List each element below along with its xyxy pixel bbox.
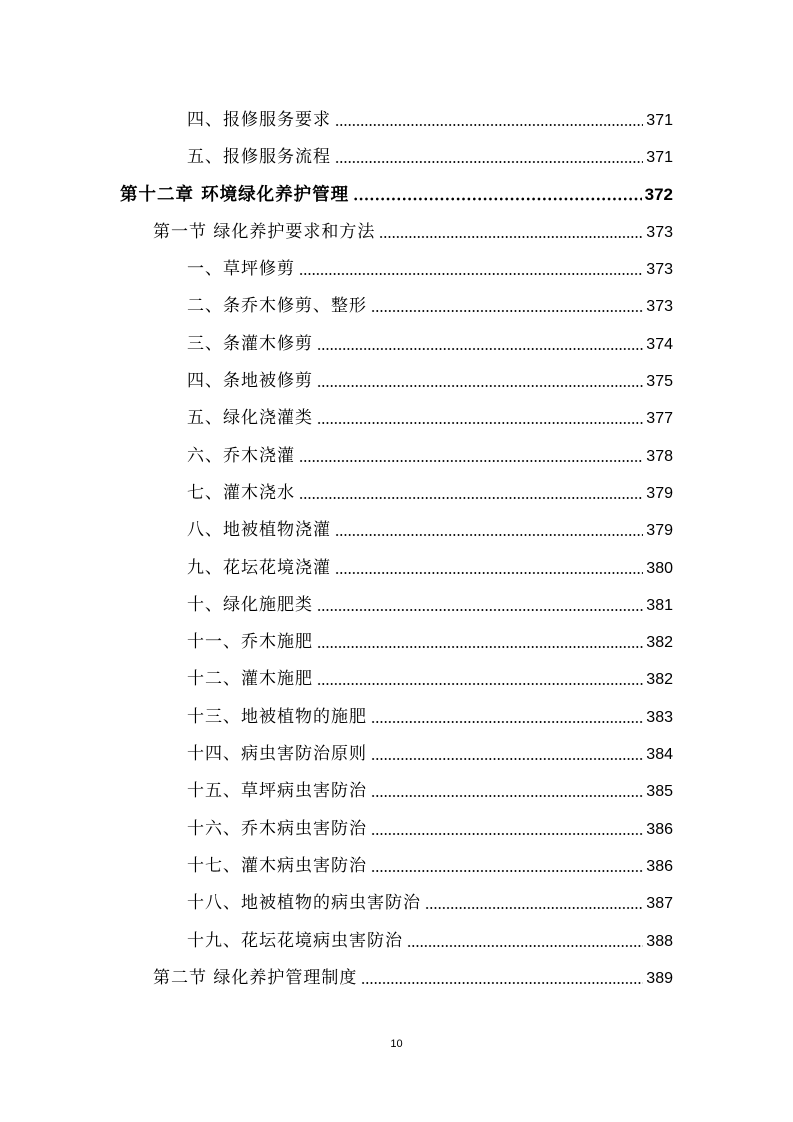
toc-entry-label: 四、报修服务要求 — [187, 110, 331, 130]
toc-dot-leader — [317, 645, 643, 649]
toc-page-number: 386 — [646, 820, 673, 838]
toc-dot-leader — [317, 682, 643, 686]
toc-page-number: 381 — [646, 596, 673, 614]
toc-entry-label: 四、条地被修剪 — [187, 371, 313, 392]
toc-page-number: 379 — [646, 522, 673, 540]
toc-dot-leader — [299, 459, 643, 463]
toc-entry-label: 十三、地被植物的施肥 — [187, 706, 367, 727]
page-number: 10 — [390, 1038, 403, 1050]
toc-entry-label: 二、条乔木修剪、整形 — [187, 296, 367, 317]
toc-entry[interactable] — [0, 848, 793, 885]
toc-page-number: 374 — [646, 335, 673, 353]
toc-entry[interactable] — [0, 102, 793, 139]
toc-entry[interactable] — [0, 139, 793, 176]
toc-entry-label: 六、乔木浇灌 — [187, 445, 295, 466]
toc-entry-label: 第十二章 环境绿化养护管理 — [120, 184, 350, 205]
toc-page-number: 386 — [646, 857, 673, 875]
toc-page-number: 380 — [646, 559, 673, 577]
toc-dot-leader — [317, 347, 643, 351]
toc-entry-label: 第一节 绿化养护要求和方法 — [153, 221, 376, 242]
toc-page-number: 379 — [646, 484, 673, 502]
toc-entry-label: 三、条灌木修剪 — [187, 333, 313, 354]
toc-entry[interactable] — [0, 773, 793, 810]
toc-entry[interactable] — [0, 811, 793, 848]
toc-entry-label: 一、草坪修剪 — [187, 259, 295, 280]
toc-entry[interactable] — [0, 624, 793, 661]
toc-page-number: 373 — [646, 298, 673, 316]
toc-entry-label: 八、地被植物浇灌 — [187, 520, 331, 541]
table-of-contents — [0, 102, 793, 997]
toc-entry[interactable] — [0, 699, 793, 736]
toc-entry-label: 五、报修服务流程 — [187, 147, 331, 168]
toc-entry[interactable] — [0, 587, 793, 624]
toc-entry-label: 九、花坛花境浇灌 — [187, 557, 331, 578]
toc-dot-leader — [317, 384, 643, 388]
toc-entry-label: 十六、乔木病虫害防治 — [187, 818, 367, 839]
toc-page-number: 372 — [644, 184, 673, 204]
toc-page-number: 387 — [646, 895, 673, 913]
toc-entry[interactable] — [0, 475, 793, 512]
toc-dot-leader — [371, 309, 643, 313]
toc-entry[interactable] — [0, 251, 793, 288]
toc-page-number: 375 — [646, 373, 673, 391]
toc-entry-label: 七、灌木浇水 — [187, 482, 295, 503]
toc-entry-label: 十一、乔木施肥 — [187, 632, 313, 653]
toc-dot-leader — [371, 794, 643, 798]
toc-page-number: 371 — [646, 112, 673, 129]
toc-entry[interactable] — [0, 550, 793, 587]
toc-page-number: 382 — [646, 671, 673, 689]
toc-entry-label: 十七、灌木病虫害防治 — [187, 855, 367, 876]
toc-dot-leader — [371, 757, 643, 761]
toc-dot-leader — [335, 571, 643, 575]
toc-page-number: 378 — [646, 447, 673, 465]
toc-entry-label: 十八、地被植物的病虫害防治 — [187, 893, 421, 914]
toc-entry-label: 十五、草坪病虫害防治 — [187, 781, 367, 802]
toc-section-entry[interactable] — [0, 214, 793, 251]
toc-section-entry[interactable] — [0, 960, 793, 997]
toc-dot-leader — [425, 906, 643, 910]
toc-entry-label: 十四、病虫害防治原则 — [187, 744, 367, 765]
toc-page-number: 383 — [646, 708, 673, 726]
toc-page-number: 382 — [646, 634, 673, 652]
toc-entry[interactable] — [0, 661, 793, 698]
toc-dot-leader — [299, 272, 643, 276]
toc-entry-label: 十九、花坛花境病虫害防治 — [187, 930, 403, 951]
toc-page-number: 388 — [646, 932, 673, 950]
toc-entry[interactable] — [0, 326, 793, 363]
toc-page-number: 373 — [646, 223, 673, 241]
toc-entry-label: 五、绿化浇灌类 — [187, 408, 313, 429]
toc-entry[interactable] — [0, 288, 793, 325]
toc-dot-leader — [335, 533, 643, 537]
toc-page-number: 373 — [646, 261, 673, 279]
toc-page-number: 385 — [646, 783, 673, 801]
toc-dot-leader — [353, 197, 642, 201]
toc-dot-leader — [335, 160, 643, 164]
toc-entry[interactable] — [0, 923, 793, 960]
toc-page-number: 377 — [646, 410, 673, 428]
toc-dot-leader — [299, 496, 643, 500]
toc-entry-label: 十二、灌木施肥 — [187, 669, 313, 690]
toc-dot-leader — [371, 720, 643, 724]
toc-entry[interactable] — [0, 736, 793, 773]
toc-page-number: 389 — [646, 969, 673, 987]
toc-dot-leader — [317, 421, 643, 425]
toc-chapter-entry[interactable] — [0, 177, 793, 214]
toc-dot-leader — [371, 869, 643, 873]
toc-entry[interactable] — [0, 885, 793, 922]
toc-entry[interactable] — [0, 438, 793, 475]
toc-page-number: 371 — [646, 149, 673, 167]
toc-dot-leader — [361, 981, 643, 985]
toc-entry[interactable] — [0, 512, 793, 549]
toc-dot-leader — [335, 123, 643, 127]
toc-dot-leader — [407, 944, 643, 948]
toc-dot-leader — [317, 608, 643, 612]
toc-dot-leader — [371, 832, 643, 836]
toc-dot-leader — [379, 235, 643, 239]
toc-entry[interactable] — [0, 363, 793, 400]
toc-entry-label: 第二节 绿化养护管理制度 — [153, 967, 358, 988]
toc-entry[interactable] — [0, 400, 793, 437]
toc-page-number: 384 — [646, 746, 673, 764]
toc-entry-label: 十、绿化施肥类 — [187, 594, 313, 615]
